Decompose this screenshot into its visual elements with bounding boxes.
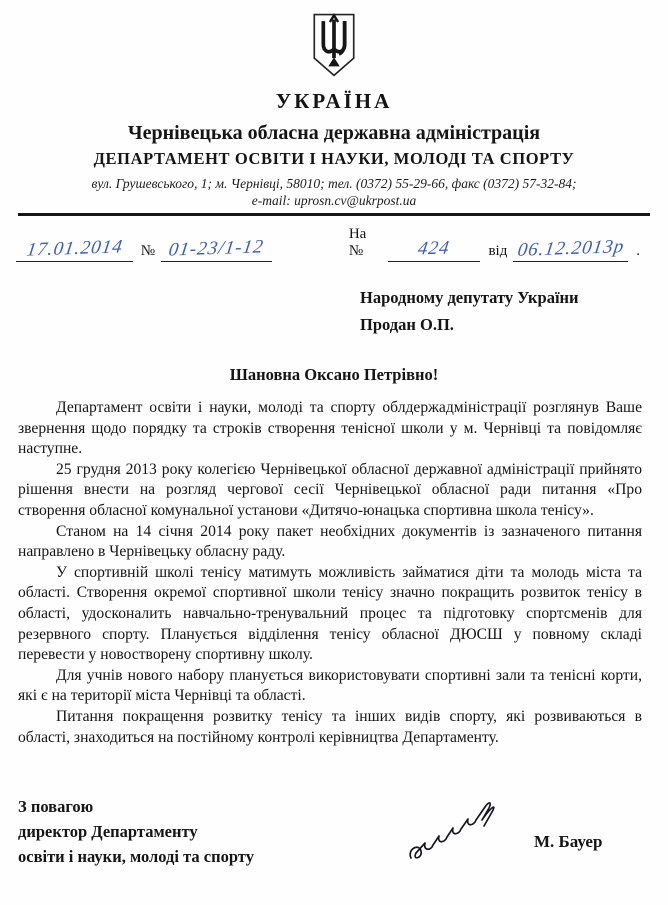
recipient-title: Народному депутату України <box>360 288 579 307</box>
incoming-date-label: від <box>488 243 508 259</box>
incoming-date-field <box>513 236 628 262</box>
salutation: Шановна Оксано Петрівно! <box>229 365 439 384</box>
recipient-block <box>360 284 668 338</box>
outgoing-date-field <box>16 236 133 262</box>
address-line: вул. Грушевського, 1; м. Чернівці, 58010; тел. (0372) 55-29-66, факс (0372) 57-32-84; <box>91 176 577 191</box>
reference-line-period: . <box>636 243 641 259</box>
paragraph: 25 грудня 2013 року колегією Чернівецької обласної державної адміністрації прийнято рішення внести на розгляд чергової сесії Чернівецької обласної ради питання «Про створення обласної комунальної установи «Дитячо-юнацька спортивна школа тенісу». <box>18 460 642 519</box>
email-line: e-mail: uprosn.cv@ukrpost.ua <box>251 193 417 208</box>
header-divider <box>18 213 650 216</box>
outgoing-date-handwriting: 17.01.2014 <box>24 236 124 261</box>
closing-position-line2: освіти і науки, молоді та спорту <box>18 847 254 867</box>
incoming-number-field <box>388 236 481 262</box>
incoming-date-handwriting: 06.12.2013р <box>516 236 626 261</box>
trident-emblem-icon <box>311 11 357 84</box>
paragraph: Департамент освіти і науки, молоді та спорту облдержадміністрації розглянув Ваше звернення щодо порядку та строків створення тенісної школи у м. Чернівці та повідомляє наступне. <box>18 399 642 458</box>
paragraph: У спортивній школі тенісу матимуть можливість займатися діти та молодь міста та області. Створення окремої спортивної школи тенісу значно покращить розвиток тенісу в області, удосконалить навчально-тренувальний процес та підготовку спортсменів для резервного спорту. Планується відділення тенісу обласної ДЮСШ у повному складі перевести у новостворену спортивну школу. <box>18 563 642 664</box>
administration-title: Чернівецька обласна державна адміністрація <box>127 122 541 144</box>
signatory-name: М. Бауер <box>534 832 603 852</box>
number-label: № <box>140 243 156 259</box>
department-title: ДЕПАРТАМЕНТ ОСВІТИ І НАУКИ, МОЛОДІ ТА СПОРТУ <box>93 149 575 168</box>
signature-scribble-icon <box>405 782 515 867</box>
letter-body <box>18 398 642 748</box>
closing-regards: З повагою <box>18 797 94 817</box>
reference-line <box>16 226 646 262</box>
paragraph: Для учнів нового набору планується використовувати спортивні зали та тенісні корти, які є на території міста Чернівці та області. <box>18 666 642 705</box>
incoming-number-handwriting: 424 <box>416 237 452 260</box>
paragraph: Станом на 14 січня 2014 року пакет необхідних документів із зазначеного питання направлено в Чернівецьку обласну раду. <box>18 522 642 561</box>
closing-block <box>0 794 668 894</box>
incoming-number-label: На № <box>348 226 367 259</box>
country-title: УКРАЇНА <box>275 89 393 113</box>
outgoing-number-field <box>161 236 272 262</box>
paragraph: Питання покращення розвитку тенісу та інших видів спорту, які розвиваються в області, знаходиться на постійному контролі керівництва Департаменту. <box>18 707 642 746</box>
recipient-name: Продан О.П. <box>360 315 454 334</box>
closing-position-line1: директор Департаменту <box>18 822 198 842</box>
outgoing-number-handwriting: 01-23/1-12 <box>167 236 266 261</box>
